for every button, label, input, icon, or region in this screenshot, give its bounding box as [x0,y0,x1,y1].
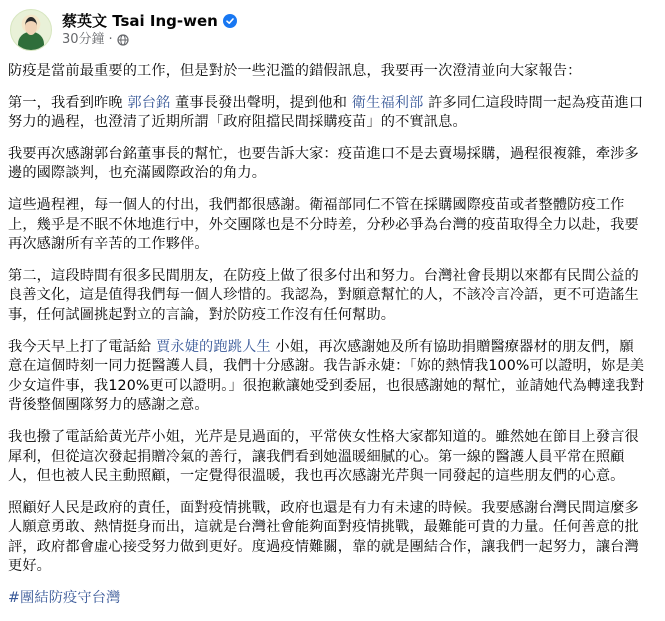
paragraph-text: 許多同仁這段時間一起為疫苗進口努力的過程，也澄清了近期所謂「政府阻擋民間採購疫苗」的不實訊息。 [8,94,644,131]
author-row [62,11,237,31]
paragraph-text: 董事長發出聲明，提到他和 [170,94,352,111]
post-paragraph-8: 照顧好人民是政府的責任，面對疫情挑戰，政府也還是有力有未逮的時候。我要感謝台灣民間這麼多人願意勇敢、熱情挺身而出，這就是台灣社會能夠面對疫情挑戰，最難能可貴的力量。任何善意的批評，政府都會虛心接受努力做到更好。度過疫情難關，靠的就是團結合作，讓我們一起努力，讓台灣更好。 [8,499,639,575]
avatar-face [25,17,37,35]
paragraph-text: 我今天早上打了電話給 [8,338,157,355]
post-paragraph-2 [8,94,648,133]
paragraph-text: 小姐，再次感謝她及所有協助捐贈醫療器材的朋友們，願意在這個時刻一同力挺醫護人員，我們十分感謝。我告訴永婕：「妳的熱情我100%可以證明，妳是美少女這件事，我120%更可以證明。」很抱歉讓她受到委屈，也很感謝她的幫忙，並請她代為轉達我對背後整個團隊努力的感謝之意。 [8,338,645,414]
author-name[interactable]: 蔡英文 Tsai Ing-wen [62,12,218,30]
mention-link-mohw[interactable]: 衛生福利部 [351,94,424,111]
verified-badge-icon [223,14,237,28]
post-timestamp[interactable]: 30分鐘 [62,32,105,47]
post-paragraph-6 [8,338,648,416]
post-paragraph-7: 我也撥了電話給黃光芹小姐，光芹是見過面的，平常俠女性格大家都知道的。雖然她在節目上發言很犀利，但從這次發起捐贈冷氣的善行，讓我們看到她溫暖細膩的心。第一線的醫護人員平常在照顧人，但也被人民主動照顧，一定覺得很溫暖，我也再次感謝光芹與一同發起的這些朋友們的心意。 [8,428,639,485]
post-content [8,62,648,621]
mention-link-guo-taiming[interactable]: 郭台銘 [127,94,171,111]
post-time-row [62,31,237,49]
post-header [10,6,237,54]
hashtag-row [8,589,648,609]
post-paragraph-1: 防疫是當前最重要的工作，但是對於一些氾濫的錯假訊息，我要再一次澄清並向大家報告： [8,63,582,79]
author-avatar[interactable] [10,9,52,51]
separator-dot: · [108,32,113,47]
paragraph-text: 第一，我看到昨晚 [8,94,128,111]
post-meta [62,11,237,49]
globe-icon[interactable] [117,34,129,46]
post-paragraph-4: 這些過程裡，每一個人的付出，我們都很感謝。衛福部同仁不管在採購國際疫苗或者整體防疫工作上，幾乎是不眠不休地進行中，外交團隊也是不分時差，分秒必爭為台灣的疫苗取得全力以赴，我要再次感謝所有辛苦的工作夥伴。 [8,196,639,253]
mention-link-jia-yongjie[interactable]: 賈永婕的跑跳人生 [156,338,271,355]
post-paragraph-3: 我要再次感謝郭台銘董事長的幫忙，也要告訴大家：疫苗進口不是去賣場採購，過程很複雜，牽涉多邊的國際談判，也充滿國際政治的角力。 [8,145,639,182]
post-paragraph-5: 第二，這段時間有很多民間朋友，在防疫上做了很多付出和努力。台灣社會長期以來都有民間公益的良善文化，這是值得我們每一個人珍惜的。我認為，對願意幫忙的人，不該冷言冷語，更不可造謠生事，任何試圖挑起對立的言論，對於防疫工作沒有任何幫助。 [8,267,639,323]
hashtag-link[interactable]: #團結防疫守台灣 [8,590,121,607]
